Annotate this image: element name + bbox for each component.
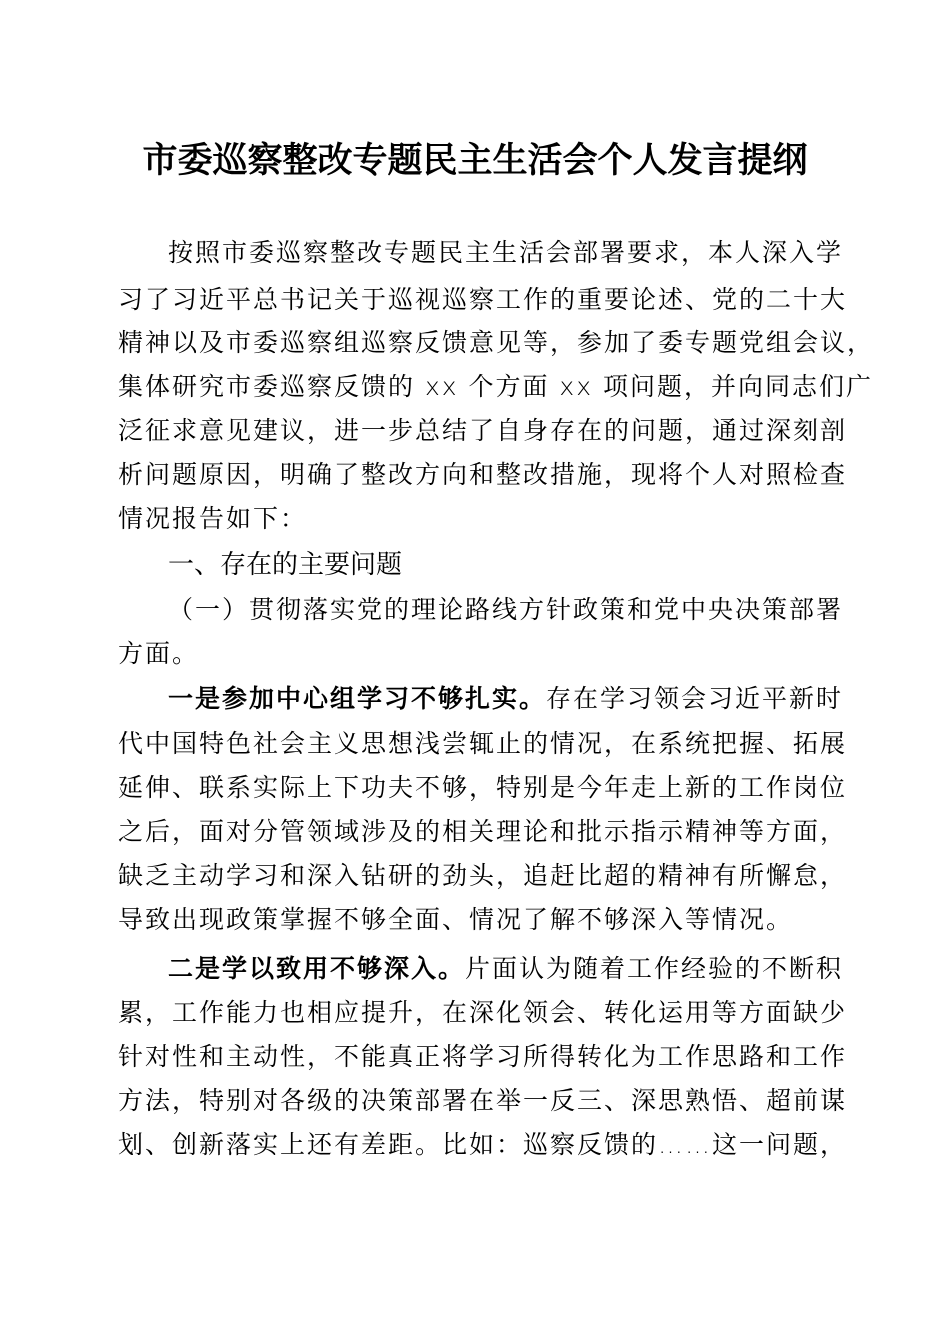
- point-1-lead: 一是参加中心组学习不够扎实。: [168, 684, 547, 713]
- intro-line-5: 泛征求意见建议，进一步总结了自身存在的问题，通过深刻剖: [118, 416, 848, 445]
- point-1-line-2: 代中国特色社会主义思想浅尝辄止的情况，在系统把握、拓展: [118, 729, 848, 758]
- point-1-line-3: 延伸、联系实际上下功夫不够，特别是今年走上新的工作岗位: [118, 773, 848, 802]
- point-1-line-1: [168, 682, 844, 716]
- point-2-lead: 二是学以致用不够深入。: [168, 954, 466, 983]
- point-2-line-5: 划、创新落实上还有差距。比如：巡察反馈的……这一问题，: [118, 1130, 848, 1159]
- subsection-heading-line-1: （一）贯彻落实党的理论路线方针政策和党中央决策部署: [168, 595, 844, 624]
- intro-line-3: 精神以及市委巡察组巡察反馈意见等，参加了委专题党组会议，: [118, 328, 875, 357]
- intro-line-4: 集体研究市委巡察反馈的 xx 个方面 xx 项问题，并向同志们广: [118, 372, 873, 401]
- intro-line-7: 情况报告如下：: [118, 504, 308, 533]
- intro-line-1: 按照市委巡察整改专题民主生活会部署要求，本人深入学: [168, 238, 844, 267]
- point-2-line-4: 方法，特别对各级的决策部署在举一反三、深思熟悟、超前谋: [118, 1086, 848, 1115]
- intro-line-6: 析问题原因，明确了整改方向和整改措施，现将个人对照检查: [118, 460, 848, 489]
- section-heading: 一、存在的主要问题: [168, 550, 403, 580]
- point-1-first-rest: 存在学习领会习近平新时: [546, 684, 844, 713]
- document-title: 市委巡察整改专题民主生活会个人发言提纲: [142, 140, 808, 181]
- intro-line-2: 习了习近平总书记关于巡视巡察工作的重要论述、党的二十大: [118, 285, 848, 314]
- point-2-first-rest: 片面认为随着工作经验的不断积: [465, 954, 844, 983]
- point-2-line-3: 针对性和主动性，不能真正将学习所得转化为工作思路和工作: [118, 1042, 848, 1071]
- point-1-line-6: 导致出现政策掌握不够全面、情况了解不够深入等情况。: [118, 905, 794, 934]
- point-1-line-4: 之后，面对分管领域涉及的相关理论和批示指示精神等方面，: [118, 817, 848, 846]
- point-2-line-2: 累，工作能力也相应提升，在深化领会、转化运用等方面缺少: [118, 998, 848, 1027]
- subsection-heading-line-2: 方面。: [118, 639, 200, 668]
- point-1-line-5: 缺乏主动学习和深入钻研的劲头，追赶比超的精神有所懈怠，: [118, 861, 848, 890]
- point-2-line-1: [168, 952, 844, 986]
